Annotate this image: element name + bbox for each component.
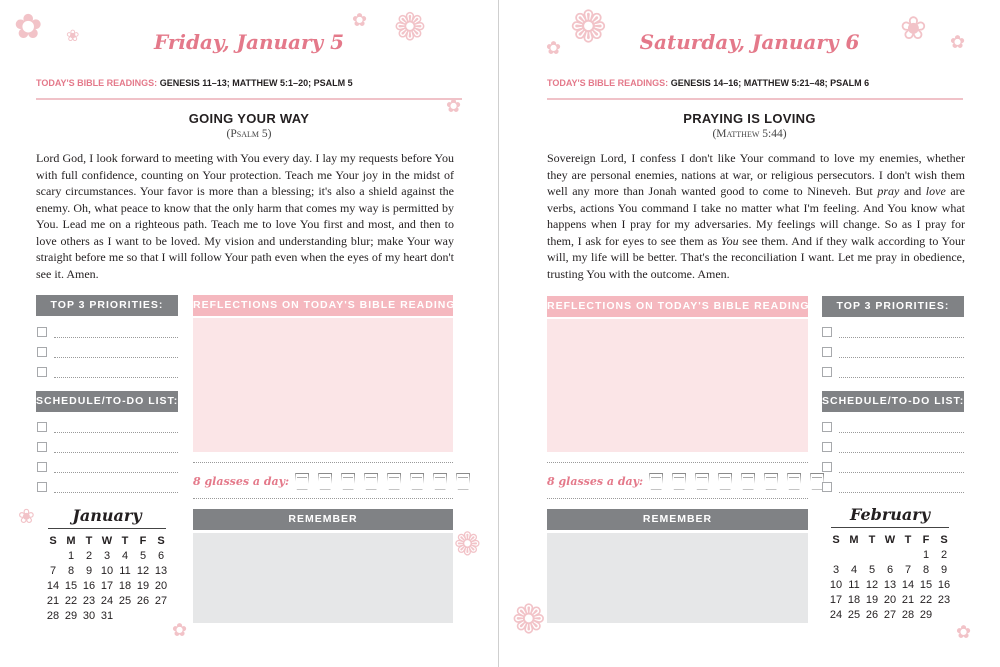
calendar-weekday: M xyxy=(66,535,76,547)
mini-calendar xyxy=(825,505,955,622)
calendar-day: 20 xyxy=(154,580,168,592)
calendar-day: 27 xyxy=(883,609,897,621)
priority-checkbox[interactable] xyxy=(822,367,832,377)
water-glass-icon[interactable] xyxy=(387,473,401,490)
calendar-day: 23 xyxy=(937,594,951,606)
calendar-weekday: M xyxy=(849,534,859,546)
calendar-day: 1 xyxy=(67,550,75,562)
calendar-day: 22 xyxy=(919,594,933,606)
todo-line[interactable] xyxy=(54,432,178,433)
divider xyxy=(193,462,453,463)
water-glass-icon[interactable] xyxy=(295,473,309,490)
calendar-day: 10 xyxy=(829,579,843,591)
calendar-day xyxy=(845,549,863,562)
flower-icon: ❁ xyxy=(454,525,481,563)
priorities-header: TOP 3 PRIORITIES: xyxy=(822,296,964,317)
calendar-day: 14 xyxy=(901,579,915,591)
calendar-day: 29 xyxy=(64,610,78,622)
flower-icon: ✿ xyxy=(446,96,462,117)
calendar-day: 4 xyxy=(121,550,129,562)
mini-calendar xyxy=(42,506,172,623)
flower-icon: ❁ xyxy=(512,597,546,643)
calendar-day: 5 xyxy=(139,550,147,562)
body-text-emphasis: love xyxy=(925,184,946,198)
todo-line[interactable] xyxy=(54,472,178,473)
reflections-area[interactable] xyxy=(547,319,808,452)
calendar-day: 17 xyxy=(829,594,843,606)
remember-area[interactable] xyxy=(193,533,453,623)
calendar-day xyxy=(881,549,899,562)
flower-icon: ❀ xyxy=(66,26,80,45)
divider xyxy=(547,462,808,463)
calendar-day: 30 xyxy=(82,610,96,622)
calendar-day: 11 xyxy=(119,565,131,577)
calendar-day: 13 xyxy=(883,579,897,591)
readings-label: TODAY'S BIBLE READINGS: xyxy=(36,78,158,88)
calendar-day: 26 xyxy=(136,595,150,607)
flower-icon: ✿ xyxy=(956,622,972,643)
calendar-day xyxy=(827,549,845,562)
water-tracker-label: 8 glasses a day: xyxy=(193,474,290,488)
reflections-header: REFLECTIONS ON TODAY'S BIBLE READING xyxy=(547,296,808,317)
todo-line[interactable] xyxy=(839,492,964,493)
todo-line[interactable] xyxy=(54,492,178,493)
water-glass-icon[interactable] xyxy=(433,473,447,490)
todo-checkbox[interactable] xyxy=(37,482,47,492)
water-glass-icon[interactable] xyxy=(741,473,755,490)
reflections-header: REFLECTIONS ON TODAY'S BIBLE READING xyxy=(193,295,453,316)
calendar-day: 18 xyxy=(118,580,132,592)
calendar-day: 3 xyxy=(832,564,840,576)
devotional-body: Lord God, I look forward to meeting with You every day. I lay my requests before You with full confidence, counting on Your protection. Teach me Your joy in the midst of scary circumstances. Your favor is more than a blessing; it's also a shield against the enemy. Oh, what peace to know that the only harm that comes my way is permitted by You. Lead me on a righteous path. Teach me to love You first and most, and then to love others as I want to be loved. My vision and understanding blur; make Your way straight before me so that I will follow Your path even when the eyes of my heart don't see it. Amen. xyxy=(36,151,454,281)
body-text-emphasis: You xyxy=(721,233,739,248)
calendar-grid xyxy=(42,535,172,623)
priority-checkbox[interactable] xyxy=(37,367,47,377)
todo-checkbox[interactable] xyxy=(822,462,832,472)
calendar-day: 6 xyxy=(157,550,165,562)
priorities-header: TOP 3 PRIORITIES: xyxy=(36,295,178,316)
flower-icon: ❀ xyxy=(18,504,35,528)
calendar-day: 7 xyxy=(49,565,57,577)
todo-checkbox[interactable] xyxy=(37,422,47,432)
calendar-weekday: T xyxy=(121,535,129,547)
schedule-header: SCHEDULE/TO-DO LIST: xyxy=(36,391,178,412)
priority-checkbox[interactable] xyxy=(822,347,832,357)
calendar-weekday: T xyxy=(868,534,876,546)
water-glass-icon[interactable] xyxy=(364,473,378,490)
calendar-weekday: F xyxy=(139,535,147,547)
reflections-area[interactable] xyxy=(193,318,453,452)
calendar-day: 22 xyxy=(64,595,78,607)
calendar-month: February xyxy=(831,505,949,528)
calendar-day xyxy=(44,550,62,563)
flower-icon: ❀ xyxy=(900,9,927,47)
todo-checkbox[interactable] xyxy=(822,422,832,432)
calendar-day: 21 xyxy=(46,595,60,607)
todo-line[interactable] xyxy=(54,452,178,453)
calendar-day: 17 xyxy=(100,580,114,592)
flower-icon: ✿ xyxy=(546,38,562,59)
todo-line[interactable] xyxy=(839,432,964,433)
todo-line[interactable] xyxy=(839,452,964,453)
calendar-day xyxy=(899,549,917,562)
readings-list: GENESIS 14–16; MATTHEW 5:21–48; PSALM 6 xyxy=(670,78,870,88)
calendar-day: 6 xyxy=(886,564,894,576)
calendar-day xyxy=(863,549,881,562)
todo-line[interactable] xyxy=(839,472,964,473)
water-glass-icon[interactable] xyxy=(764,473,778,490)
calendar-weekday: W xyxy=(884,534,896,546)
water-glass-icon[interactable] xyxy=(718,473,732,490)
water-glass-icon[interactable] xyxy=(787,473,801,490)
water-glass-icon[interactable] xyxy=(695,473,709,490)
priority-checkbox[interactable] xyxy=(37,327,47,337)
todo-checkbox[interactable] xyxy=(37,462,47,472)
remember-header: REMEMBER xyxy=(193,509,453,530)
body-text-segment: Sovereign Lord, I confess I don't like Your command to love my enemies, whether they are personal enemies, nations at war, or religious persecutors. I don't wish them well any more than Jonah wanted good to come to Nineveh. But xyxy=(547,151,965,198)
priority-line[interactable] xyxy=(54,377,178,378)
priority-line[interactable] xyxy=(54,337,178,338)
flower-icon: ✿ xyxy=(14,7,43,47)
calendar-day: 9 xyxy=(940,564,948,576)
calendar-day: 28 xyxy=(901,609,915,621)
priority-line[interactable] xyxy=(839,357,964,358)
calendar-day: 16 xyxy=(937,579,951,591)
date-title: Friday, January 5 xyxy=(153,30,345,54)
calendar-day: 3 xyxy=(103,550,111,562)
calendar-weekday: S xyxy=(832,534,840,546)
calendar-day: 26 xyxy=(865,609,879,621)
calendar-weekday: S xyxy=(940,534,948,546)
divider xyxy=(547,498,808,499)
water-glass-icon[interactable] xyxy=(341,473,355,490)
water-tracker xyxy=(193,465,479,497)
priority-line[interactable] xyxy=(839,377,964,378)
calendar-day: 31 xyxy=(100,610,114,622)
calendar-day: 25 xyxy=(847,609,861,621)
devotional-title: GOING YOUR WAY xyxy=(188,111,310,126)
calendar-day: 4 xyxy=(850,564,858,576)
calendar-day: 25 xyxy=(118,595,132,607)
calendar-grid xyxy=(825,534,955,622)
calendar-day: 12 xyxy=(136,565,150,577)
flower-icon: ❁ xyxy=(570,2,607,53)
calendar-day: 15 xyxy=(919,579,933,591)
readings-list: GENESIS 11–13; MATTHEW 5:1–20; PSALM 5 xyxy=(159,78,353,88)
water-glass-icon[interactable] xyxy=(318,473,332,490)
calendar-day: 2 xyxy=(85,550,93,562)
flower-icon: ✿ xyxy=(352,10,368,31)
todo-checkbox[interactable] xyxy=(822,482,832,492)
date-title: Saturday, January 6 xyxy=(639,30,860,54)
calendar-day: 23 xyxy=(82,595,96,607)
calendar-weekday: S xyxy=(49,535,57,547)
priority-checkbox[interactable] xyxy=(37,347,47,357)
body-text-emphasis: pray xyxy=(877,184,900,198)
scripture-reference: (Matthew 5:44) xyxy=(712,128,787,140)
calendar-day: 27 xyxy=(154,595,168,607)
calendar-day: 20 xyxy=(883,594,897,606)
devotional-body xyxy=(547,150,965,282)
calendar-day: 11 xyxy=(848,579,860,591)
calendar-day: 10 xyxy=(100,565,114,577)
calendar-weekday: S xyxy=(157,535,165,547)
calendar-weekday: F xyxy=(922,534,930,546)
calendar-day: 19 xyxy=(865,594,879,606)
calendar-day: 21 xyxy=(901,594,915,606)
calendar-day: 14 xyxy=(46,580,60,592)
calendar-month: January xyxy=(48,506,166,529)
water-glass-icon[interactable] xyxy=(672,473,686,490)
left-page xyxy=(0,0,499,667)
priority-line[interactable] xyxy=(54,357,178,358)
calendar-day: 24 xyxy=(100,595,114,607)
remember-header: REMEMBER xyxy=(547,509,808,530)
readings-label: TODAY'S BIBLE READINGS: xyxy=(547,78,669,88)
calendar-weekday: T xyxy=(85,535,93,547)
remember-area[interactable] xyxy=(547,533,808,623)
schedule-header: SCHEDULE/TO-DO LIST: xyxy=(822,391,964,412)
bible-readings xyxy=(36,78,462,100)
calendar-day: 13 xyxy=(154,565,168,577)
body-text-segment: are verbs, actions You command I take no matter what I'm feeling. And You know what happens when I pray for my adversaries. My feelings will change. So as I pray for them, I ask for eyes to see them as xyxy=(547,184,965,248)
devotional-title: PRAYING IS LOVING xyxy=(683,111,816,126)
calendar-day: 16 xyxy=(82,580,96,592)
divider xyxy=(193,498,453,499)
calendar-day: 19 xyxy=(136,580,150,592)
calendar-day: 8 xyxy=(67,565,75,577)
body-text-segment: and xyxy=(899,184,926,198)
bible-readings xyxy=(547,78,963,100)
todo-checkbox[interactable] xyxy=(822,442,832,452)
flower-icon: ✿ xyxy=(950,32,966,53)
calendar-day: 9 xyxy=(85,565,93,577)
calendar-day: 7 xyxy=(904,564,912,576)
calendar-day: 12 xyxy=(865,579,879,591)
water-tracker xyxy=(547,465,833,497)
flower-icon: ❁ xyxy=(394,5,426,49)
scripture-reference: (Psalm 5) xyxy=(226,128,272,140)
priority-checkbox[interactable] xyxy=(822,327,832,337)
right-page xyxy=(500,0,999,667)
calendar-day: 1 xyxy=(922,549,930,561)
flower-icon: ✿ xyxy=(172,620,188,641)
calendar-day: 28 xyxy=(46,610,60,622)
todo-checkbox[interactable] xyxy=(37,442,47,452)
water-glass-icon[interactable] xyxy=(649,473,663,490)
calendar-day: 18 xyxy=(847,594,861,606)
calendar-day: 15 xyxy=(64,580,78,592)
calendar-weekday: W xyxy=(101,535,113,547)
water-tracker-label: 8 glasses a day: xyxy=(547,474,644,488)
calendar-day: 24 xyxy=(829,609,843,621)
water-glass-icon[interactable] xyxy=(410,473,424,490)
water-glass-icon[interactable] xyxy=(456,473,470,490)
calendar-weekday: T xyxy=(904,534,912,546)
calendar-day: 5 xyxy=(868,564,876,576)
body-text-segment: see them. And if they walk according to Your will, my life will be better. That's the reconciliation I want. Let me pray in obedience, trusting You with the outcome. Amen. xyxy=(547,233,966,281)
calendar-day: 8 xyxy=(922,564,930,576)
priority-line[interactable] xyxy=(839,337,964,338)
calendar-day: 29 xyxy=(919,609,933,621)
calendar-day: 2 xyxy=(940,549,948,561)
